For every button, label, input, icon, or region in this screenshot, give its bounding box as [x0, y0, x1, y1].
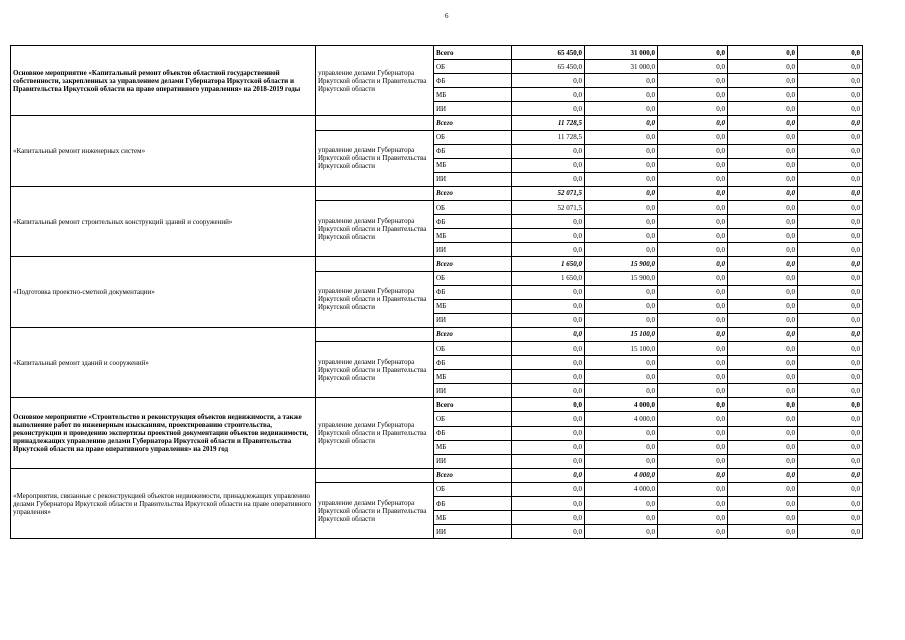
page-number: 6 [445, 12, 449, 20]
amount-cell: 0,0 [728, 341, 798, 355]
amount-cell: 0,0 [728, 88, 798, 102]
amount-cell: 65 450,0 [512, 46, 585, 60]
amount-cell: 0,0 [798, 497, 863, 511]
amount-cell: 0,0 [585, 285, 658, 299]
amount-cell: 0,0 [512, 468, 585, 482]
amount-cell: 0,0 [658, 46, 728, 60]
amount-cell: 0,0 [585, 440, 658, 454]
table-row [11, 468, 863, 482]
amount-cell: 0,0 [585, 172, 658, 186]
sub-activity-description: «Мероприятия, связанные с реконструкцией объектов недвижимости, принадлежащих управлению делами Губернатора Иркутской области и Правительства Иркутской области на праве оперативного управления» [11, 468, 316, 538]
amount-cell: 52 071,5 [512, 186, 585, 200]
table-row [11, 46, 863, 60]
funding-source: ОБ [434, 271, 512, 285]
responsible-executor: управление делами Губернатора Иркутской области и Правительства Иркутской области [316, 46, 434, 116]
amount-cell: 0,0 [798, 468, 863, 482]
amount-cell: 0,0 [658, 285, 728, 299]
responsible-executor: управление делами Губернатора Иркутской области и Правительства Иркутской области [316, 130, 434, 186]
funding-source: МБ [434, 88, 512, 102]
funding-source: ФБ [434, 356, 512, 370]
amount-cell: 0,0 [512, 482, 585, 496]
amount-cell: 0,0 [798, 201, 863, 215]
table-row [11, 186, 863, 200]
table-row [11, 398, 863, 412]
funding-source: Всего [434, 116, 512, 130]
amount-cell: 0,0 [658, 229, 728, 243]
amount-cell: 15 900,0 [585, 257, 658, 271]
amount-cell: 0,0 [585, 243, 658, 257]
funding-source: ФБ [434, 74, 512, 88]
amount-cell: 0,0 [798, 313, 863, 327]
funding-source: ИИ [434, 525, 512, 539]
amount-cell: 0,0 [658, 497, 728, 511]
amount-cell: 0,0 [585, 525, 658, 539]
amount-cell: 0,0 [658, 88, 728, 102]
amount-cell: 0,0 [798, 60, 863, 74]
amount-cell: 0,0 [585, 74, 658, 88]
funding-source: ФБ [434, 497, 512, 511]
amount-cell: 0,0 [585, 454, 658, 468]
funding-source: Всего [434, 398, 512, 412]
amount-cell: 0,0 [658, 454, 728, 468]
amount-cell: 0,0 [585, 299, 658, 313]
amount-cell: 0,0 [512, 74, 585, 88]
funding-source: ОБ [434, 482, 512, 496]
budget-table [10, 45, 863, 539]
amount-cell: 0,0 [728, 102, 798, 116]
amount-cell: 0,0 [798, 229, 863, 243]
amount-cell: 0,0 [658, 370, 728, 384]
amount-cell: 0,0 [728, 370, 798, 384]
responsible-empty-cell [316, 257, 434, 271]
responsible-executor: управление делами Губернатора Иркутской области и Правительства Иркутской области [316, 482, 434, 538]
table-body [11, 46, 863, 539]
amount-cell: 1 650,0 [512, 257, 585, 271]
amount-cell: 52 071,5 [512, 201, 585, 215]
amount-cell: 0,0 [585, 356, 658, 370]
amount-cell: 0,0 [728, 215, 798, 229]
amount-cell: 0,0 [798, 130, 863, 144]
amount-cell: 0,0 [798, 525, 863, 539]
amount-cell: 0,0 [512, 454, 585, 468]
amount-cell: 0,0 [585, 497, 658, 511]
amount-cell: 0,0 [728, 398, 798, 412]
amount-cell: 0,0 [658, 412, 728, 426]
amount-cell: 0,0 [512, 426, 585, 440]
amount-cell: 0,0 [512, 172, 585, 186]
table-row [11, 257, 863, 271]
amount-cell: 0,0 [728, 313, 798, 327]
amount-cell: 0,0 [512, 384, 585, 398]
amount-cell: 0,0 [728, 440, 798, 454]
amount-cell: 0,0 [798, 116, 863, 130]
funding-source: МБ [434, 370, 512, 384]
amount-cell: 0,0 [798, 398, 863, 412]
amount-cell: 0,0 [658, 384, 728, 398]
amount-cell: 0,0 [658, 74, 728, 88]
funding-source: Всего [434, 327, 512, 341]
amount-cell: 0,0 [798, 257, 863, 271]
amount-cell: 0,0 [728, 257, 798, 271]
amount-cell: 0,0 [728, 285, 798, 299]
amount-cell: 0,0 [585, 144, 658, 158]
amount-cell: 0,0 [658, 313, 728, 327]
amount-cell: 0,0 [798, 384, 863, 398]
amount-cell: 0,0 [798, 327, 863, 341]
amount-cell: 0,0 [728, 243, 798, 257]
amount-cell: 0,0 [798, 215, 863, 229]
amount-cell: 0,0 [798, 46, 863, 60]
funding-source: МБ [434, 511, 512, 525]
amount-cell: 0,0 [728, 525, 798, 539]
amount-cell: 0,0 [658, 102, 728, 116]
funding-source: МБ [434, 158, 512, 172]
amount-cell: 0,0 [512, 327, 585, 341]
amount-cell: 0,0 [798, 172, 863, 186]
amount-cell: 0,0 [512, 440, 585, 454]
funding-source: ИИ [434, 172, 512, 186]
funding-source: ИИ [434, 384, 512, 398]
amount-cell: 0,0 [658, 116, 728, 130]
amount-cell: 0,0 [728, 229, 798, 243]
amount-cell: 4 000,0 [585, 468, 658, 482]
amount-cell: 0,0 [585, 511, 658, 525]
amount-cell: 0,0 [585, 158, 658, 172]
funding-source: ОБ [434, 130, 512, 144]
amount-cell: 0,0 [728, 482, 798, 496]
amount-cell: 0,0 [728, 130, 798, 144]
amount-cell: 0,0 [798, 243, 863, 257]
amount-cell: 0,0 [512, 229, 585, 243]
amount-cell: 0,0 [512, 412, 585, 426]
amount-cell: 0,0 [728, 454, 798, 468]
amount-cell: 0,0 [658, 468, 728, 482]
amount-cell: 0,0 [728, 327, 798, 341]
amount-cell: 15 100,0 [585, 341, 658, 355]
amount-cell: 0,0 [728, 271, 798, 285]
amount-cell: 0,0 [798, 341, 863, 355]
amount-cell: 0,0 [798, 412, 863, 426]
amount-cell: 0,0 [658, 525, 728, 539]
amount-cell: 0,0 [798, 158, 863, 172]
amount-cell: 4 000,0 [585, 412, 658, 426]
amount-cell: 0,0 [585, 229, 658, 243]
amount-cell: 0,0 [658, 158, 728, 172]
amount-cell: 0,0 [658, 327, 728, 341]
amount-cell: 0,0 [585, 102, 658, 116]
amount-cell: 0,0 [512, 356, 585, 370]
amount-cell: 0,0 [512, 243, 585, 257]
amount-cell: 0,0 [798, 454, 863, 468]
amount-cell: 0,0 [658, 130, 728, 144]
responsible-empty-cell [316, 116, 434, 130]
amount-cell: 4 000,0 [585, 398, 658, 412]
amount-cell: 0,0 [798, 511, 863, 525]
amount-cell: 0,0 [658, 482, 728, 496]
amount-cell: 0,0 [585, 384, 658, 398]
amount-cell: 0,0 [512, 525, 585, 539]
funding-source: ИИ [434, 313, 512, 327]
amount-cell: 0,0 [512, 215, 585, 229]
amount-cell: 4 000,0 [585, 482, 658, 496]
amount-cell: 0,0 [658, 426, 728, 440]
amount-cell: 0,0 [585, 215, 658, 229]
amount-cell: 0,0 [728, 468, 798, 482]
responsible-empty-cell [316, 327, 434, 341]
funding-source: Всего [434, 46, 512, 60]
amount-cell: 0,0 [728, 144, 798, 158]
funding-source: ИИ [434, 243, 512, 257]
amount-cell: 0,0 [728, 46, 798, 60]
amount-cell: 0,0 [728, 60, 798, 74]
funding-source: Всего [434, 186, 512, 200]
funding-source: ИИ [434, 454, 512, 468]
amount-cell: 0,0 [728, 384, 798, 398]
funding-source: ФБ [434, 426, 512, 440]
amount-cell: 15 900,0 [585, 271, 658, 285]
amount-cell: 0,0 [658, 257, 728, 271]
amount-cell: 0,0 [585, 426, 658, 440]
amount-cell: 0,0 [585, 116, 658, 130]
amount-cell: 11 728,5 [512, 116, 585, 130]
responsible-empty-cell [316, 468, 434, 482]
amount-cell: 0,0 [658, 271, 728, 285]
amount-cell: 0,0 [512, 497, 585, 511]
amount-cell: 11 728,5 [512, 130, 585, 144]
amount-cell: 0,0 [798, 285, 863, 299]
amount-cell: 0,0 [512, 299, 585, 313]
amount-cell: 0,0 [798, 74, 863, 88]
amount-cell: 0,0 [798, 186, 863, 200]
main-activity-description: Основное мероприятие «Строительство и реконструкция объектов недвижимости, а также выполнение работ по инженерным изысканиям, проектированию строительства, реконструкции и проведению экспертизы проектной документации объектов недвижимости, принадлежащих управлению делами Губернатора Иркутской области и Правительства Иркутской области на праве оперативного управления» на 2019 год [11, 398, 316, 468]
sub-activity-description: «Подготовка проектно-сметной документации» [11, 257, 316, 327]
amount-cell: 0,0 [512, 102, 585, 116]
amount-cell: 0,0 [798, 271, 863, 285]
amount-cell: 0,0 [658, 60, 728, 74]
amount-cell: 0,0 [728, 412, 798, 426]
funding-source: МБ [434, 299, 512, 313]
amount-cell: 0,0 [512, 341, 585, 355]
amount-cell: 0,0 [658, 299, 728, 313]
amount-cell: 0,0 [585, 370, 658, 384]
funding-source: ФБ [434, 215, 512, 229]
amount-cell: 0,0 [658, 215, 728, 229]
amount-cell: 0,0 [728, 426, 798, 440]
amount-cell: 31 000,0 [585, 60, 658, 74]
funding-source: МБ [434, 440, 512, 454]
funding-source: ФБ [434, 285, 512, 299]
amount-cell: 0,0 [798, 88, 863, 102]
funding-source: Всего [434, 468, 512, 482]
funding-source: ФБ [434, 144, 512, 158]
sub-activity-description: «Капитальный ремонт строительных конструкций зданий и сооружений» [11, 186, 316, 256]
amount-cell: 0,0 [512, 398, 585, 412]
amount-cell: 0,0 [798, 370, 863, 384]
amount-cell: 0,0 [512, 158, 585, 172]
amount-cell: 0,0 [798, 426, 863, 440]
funding-source: ОБ [434, 201, 512, 215]
funding-source: МБ [434, 229, 512, 243]
responsible-executor: управление делами Губернатора Иркутской области и Правительства Иркутской области [316, 398, 434, 468]
amount-cell: 0,0 [658, 172, 728, 186]
amount-cell: 0,0 [798, 144, 863, 158]
amount-cell: 31 000,0 [585, 46, 658, 60]
sub-activity-description: «Капитальный ремонт зданий и сооружений» [11, 327, 316, 397]
amount-cell: 0,0 [658, 144, 728, 158]
amount-cell: 0,0 [658, 201, 728, 215]
amount-cell: 0,0 [512, 285, 585, 299]
responsible-executor: управление делами Губернатора Иркутской области и Правительства Иркутской области [316, 201, 434, 257]
amount-cell: 0,0 [585, 313, 658, 327]
main-activity-description: Основное мероприятие «Капитальный ремонт объектов областной государственной собственности, закрепленных за управлением делами Губернатора Иркутской области и Правительства Иркутской области на праве оперативного управления» на 2018-2019 годы [11, 46, 316, 116]
amount-cell: 0,0 [728, 511, 798, 525]
amount-cell: 0,0 [512, 144, 585, 158]
amount-cell: 0,0 [798, 102, 863, 116]
amount-cell: 0,0 [798, 482, 863, 496]
amount-cell: 65 450,0 [512, 60, 585, 74]
responsible-empty-cell [316, 186, 434, 200]
amount-cell: 1 650,0 [512, 271, 585, 285]
amount-cell: 0,0 [658, 440, 728, 454]
amount-cell: 0,0 [512, 370, 585, 384]
amount-cell: 0,0 [658, 341, 728, 355]
amount-cell: 0,0 [728, 186, 798, 200]
amount-cell: 0,0 [728, 356, 798, 370]
funding-source: ОБ [434, 60, 512, 74]
amount-cell: 0,0 [798, 356, 863, 370]
table-row [11, 327, 863, 341]
amount-cell: 0,0 [798, 440, 863, 454]
amount-cell: 0,0 [728, 116, 798, 130]
amount-cell: 0,0 [728, 172, 798, 186]
amount-cell: 0,0 [728, 299, 798, 313]
amount-cell: 0,0 [512, 511, 585, 525]
responsible-executor: управление делами Губернатора Иркутской области и Правительства Иркутской области [316, 271, 434, 327]
amount-cell: 0,0 [658, 186, 728, 200]
amount-cell: 0,0 [728, 158, 798, 172]
funding-source: ОБ [434, 412, 512, 426]
amount-cell: 0,0 [658, 511, 728, 525]
amount-cell: 15 100,0 [585, 327, 658, 341]
amount-cell: 0,0 [728, 201, 798, 215]
amount-cell: 0,0 [585, 186, 658, 200]
amount-cell: 0,0 [658, 398, 728, 412]
amount-cell: 0,0 [512, 88, 585, 102]
table-row [11, 116, 863, 130]
responsible-executor: управление делами Губернатора Иркутской области и Правительства Иркутской области [316, 341, 434, 397]
amount-cell: 0,0 [658, 243, 728, 257]
amount-cell: 0,0 [585, 201, 658, 215]
funding-source: ИИ [434, 102, 512, 116]
amount-cell: 0,0 [585, 130, 658, 144]
amount-cell: 0,0 [658, 356, 728, 370]
amount-cell: 0,0 [512, 313, 585, 327]
amount-cell: 0,0 [728, 497, 798, 511]
amount-cell: 0,0 [728, 74, 798, 88]
amount-cell: 0,0 [585, 88, 658, 102]
funding-source: ОБ [434, 341, 512, 355]
funding-source: Всего [434, 257, 512, 271]
amount-cell: 0,0 [798, 299, 863, 313]
sub-activity-description: «Капитальный ремонт инженерных систем» [11, 116, 316, 186]
